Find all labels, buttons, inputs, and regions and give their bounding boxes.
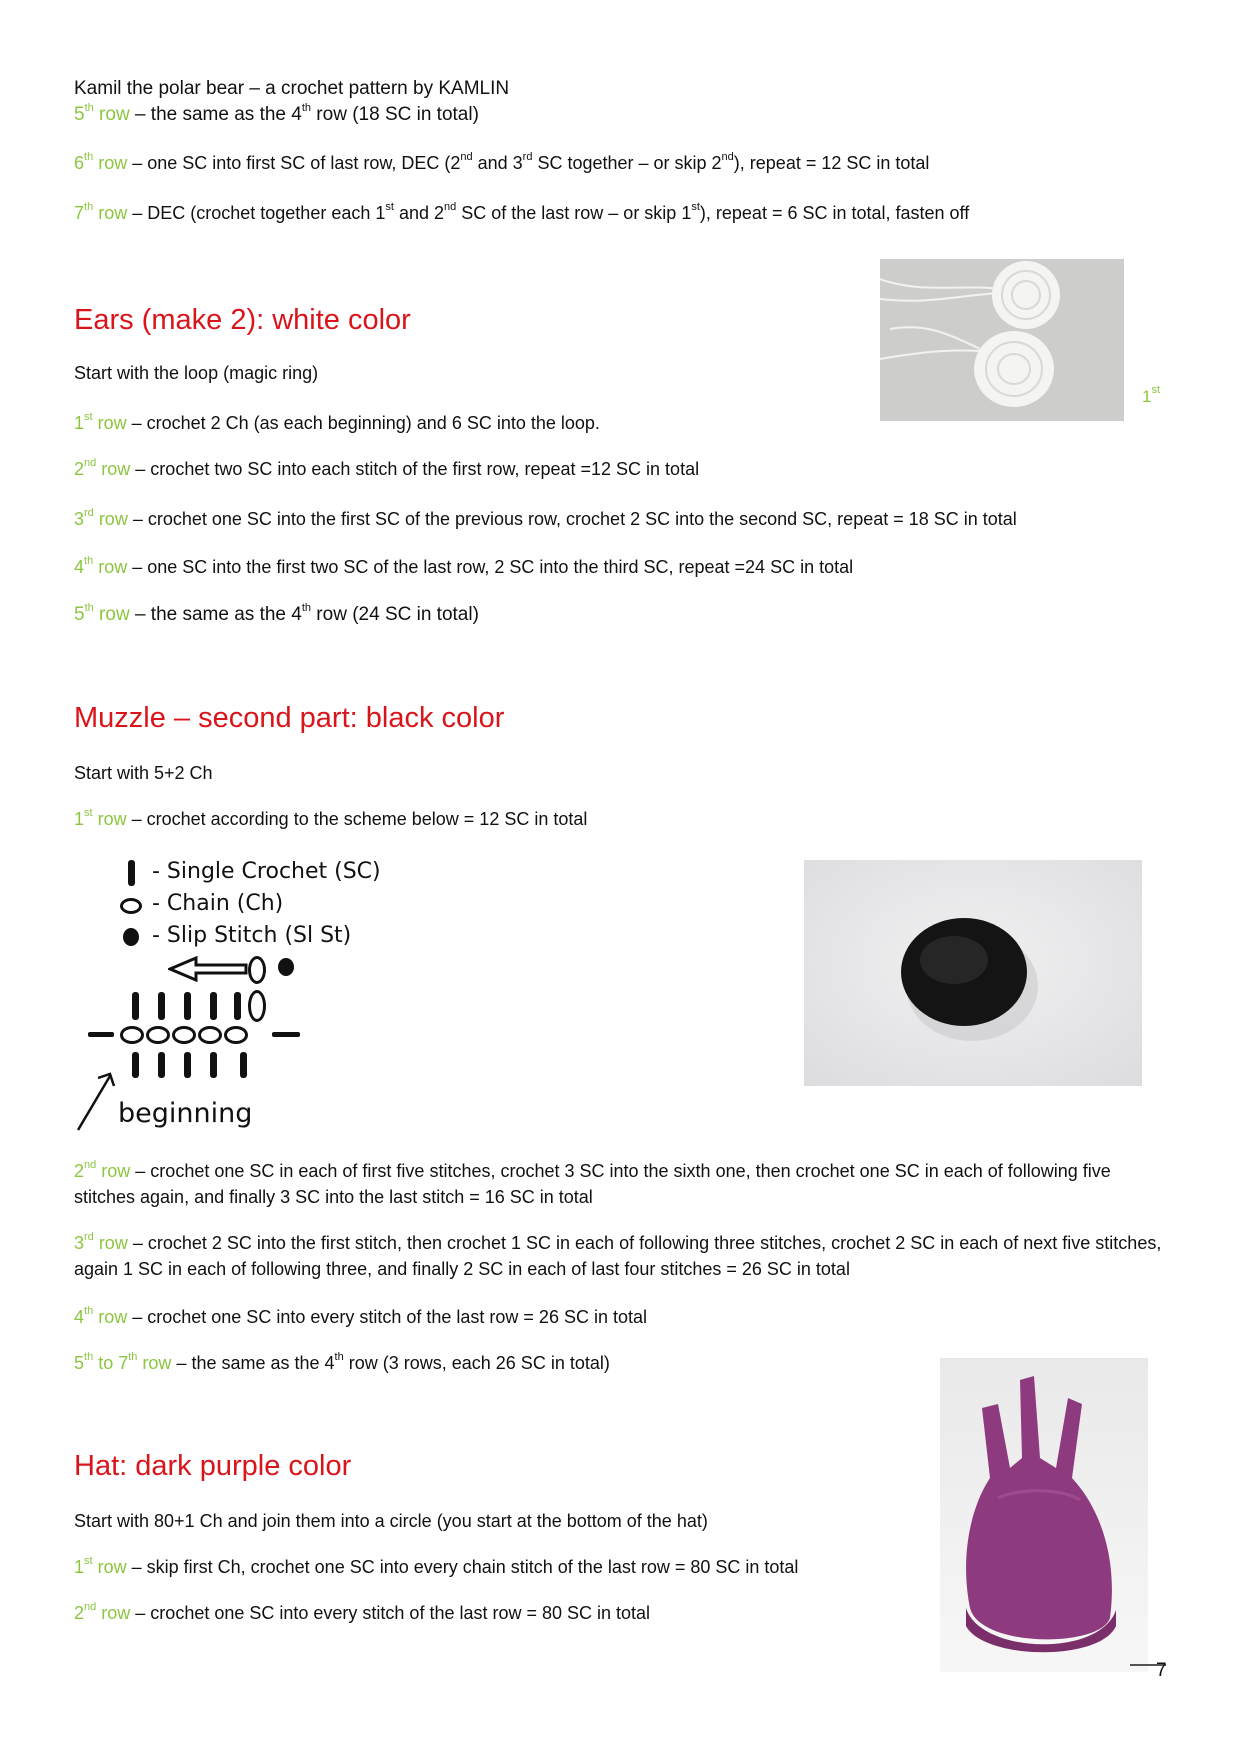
hat-photo [940,1358,1148,1672]
muzzle-photo [804,860,1142,1086]
muzzle-photo-illustration [804,860,1142,1086]
row-label: 2nd row [74,1601,131,1623]
row-label: 4th row [74,555,128,577]
ears-row-2: 2nd row – crochet two SC into each stitch of the first row, repeat =12 SC in total [74,457,700,479]
chain-dash [272,1032,300,1037]
beginning-label: beginning [118,1098,253,1129]
chain-symbol [248,956,266,984]
document-header: Kamil the polar bear – a crochet pattern by KAMLIN [74,78,510,99]
single-crochet-symbol [158,1052,165,1078]
ears-side-note: 1st [1142,384,1161,406]
row-label: 4th row [74,1305,128,1327]
chain-symbol [120,898,142,914]
single-crochet-symbol [240,1052,247,1078]
bear-row-5: 5th row – the same as the 4th row (18 SC in total) [74,101,479,125]
ears-row-1: 1st row – crochet 2 Ch (as each beginning) and 6 SC into the loop. [74,411,600,433]
legend-ch-label: - Chain (Ch) [152,891,284,916]
row-label: 5th row [74,101,130,125]
row-label: 2nd row [74,457,131,479]
row-label: 1st row [74,411,127,433]
single-crochet-symbol [184,1052,191,1078]
chain-symbol [172,1026,196,1044]
row-label: 3rd row [74,507,128,529]
single-crochet-symbol [210,1052,217,1078]
chain-symbol [146,1026,170,1044]
chain-symbol [198,1026,222,1044]
row-label: 5th to 7th row [74,1351,172,1373]
chain-dash [88,1032,114,1037]
hat-start: Start with 80+1 Ch and join them into a circle (you start at the bottom of the hat) [74,1511,708,1531]
bear-row-6: 6th row – one SC into first SC of last row, DEC (2nd and 3rd SC together – or skip 2nd), repeat = 12 SC in total [74,151,930,173]
stitch-scheme [72,850,392,1140]
ears-photo-illustration [880,259,1124,421]
chain-symbol [224,1026,248,1044]
row-label: 1st row [74,807,127,829]
single-crochet-symbol [132,992,139,1020]
hat-row-1: 1st row – skip first Ch, crochet one SC into every chain stitch of the last row = 80 SC in total [74,1555,799,1577]
row-label: 5th row [74,601,130,625]
chain-symbol [120,1026,144,1044]
single-crochet-symbol [184,992,191,1020]
single-crochet-symbol [158,992,165,1020]
legend-slst-label: - Slip Stitch (Sl St) [152,923,352,948]
ears-start: Start with the loop (magic ring) [74,363,319,383]
slip-stitch-symbol [278,958,294,976]
row-label: 2nd row [74,1159,131,1181]
row-label: 1st row [74,1555,127,1577]
ears-row-5: 5th row – the same as the 4th row (24 SC in total) [74,601,479,625]
single-crochet-symbol [132,1052,139,1078]
muzzle-row-5-to-7: 5th to 7th row – the same as the 4th row (3 rows, each 26 SC in total) [74,1351,610,1373]
chain-symbol [248,990,266,1022]
row-label: 3rd row [74,1231,128,1253]
single-crochet-symbol [128,860,135,886]
muzzle-row-1: 1st row – crochet according to the scheme below = 12 SC in total [74,807,588,829]
row-label: 6th row [74,151,128,173]
section-heading-hat: Hat: dark purple color [74,1450,352,1482]
ears-row-4: 4th row – one SC into the first two SC of the last row, 2 SC into the third SC, repeat =24 SC in total [74,555,854,577]
hat-row-2: 2nd row – crochet one SC into every stitch of the last row = 80 SC in total [74,1601,651,1623]
ears-photo [880,259,1124,421]
single-crochet-symbol [234,992,241,1020]
section-heading-ears: Ears (make 2): white color [74,304,411,336]
ears-row-3: 3rd row – crochet one SC into the first SC of the previous row, crochet 2 SC into the second SC, repeat = 18 SC in total [74,507,1017,529]
beginning-arrow-icon [74,1068,124,1132]
bear-row-7: 7th row – DEC (crochet together each 1st and 2nd SC of the last row – or skip 1st), repeat = 6 SC in total, fasten off [74,201,970,223]
muzzle-row-2: 2nd row – crochet one SC in each of first five stitches, crochet 3 SC into the sixth one, then crochet one SC in each of following five stitches again, and finally 3 SC into the last stitch = 16 SC in total [74,1159,1111,1207]
hat-photo-illustration [940,1358,1148,1672]
row-label: 7th row [74,201,128,223]
muzzle-row-3: 3rd row – crochet 2 SC into the first stitch, then crochet 1 SC in each of following three stitches, crochet 2 SC in each of next five stitches, again 1 SC in each of following three, and finally 2 SC in each of last four stitches = 26 SC in total [74,1231,1162,1279]
muzzle-row-4: 4th row – crochet one SC into every stitch of the last row = 26 SC in total [74,1305,647,1327]
single-crochet-symbol [210,992,217,1020]
muzzle-start: Start with 5+2 Ch [74,763,213,783]
slip-stitch-symbol [123,928,139,946]
direction-arrow-icon [168,956,248,982]
page-number: 7 [1156,1660,1167,1681]
legend-sc-label: - Single Crochet (SC) [152,859,381,884]
section-heading-muzzle: Muzzle – second part: black color [74,702,505,734]
